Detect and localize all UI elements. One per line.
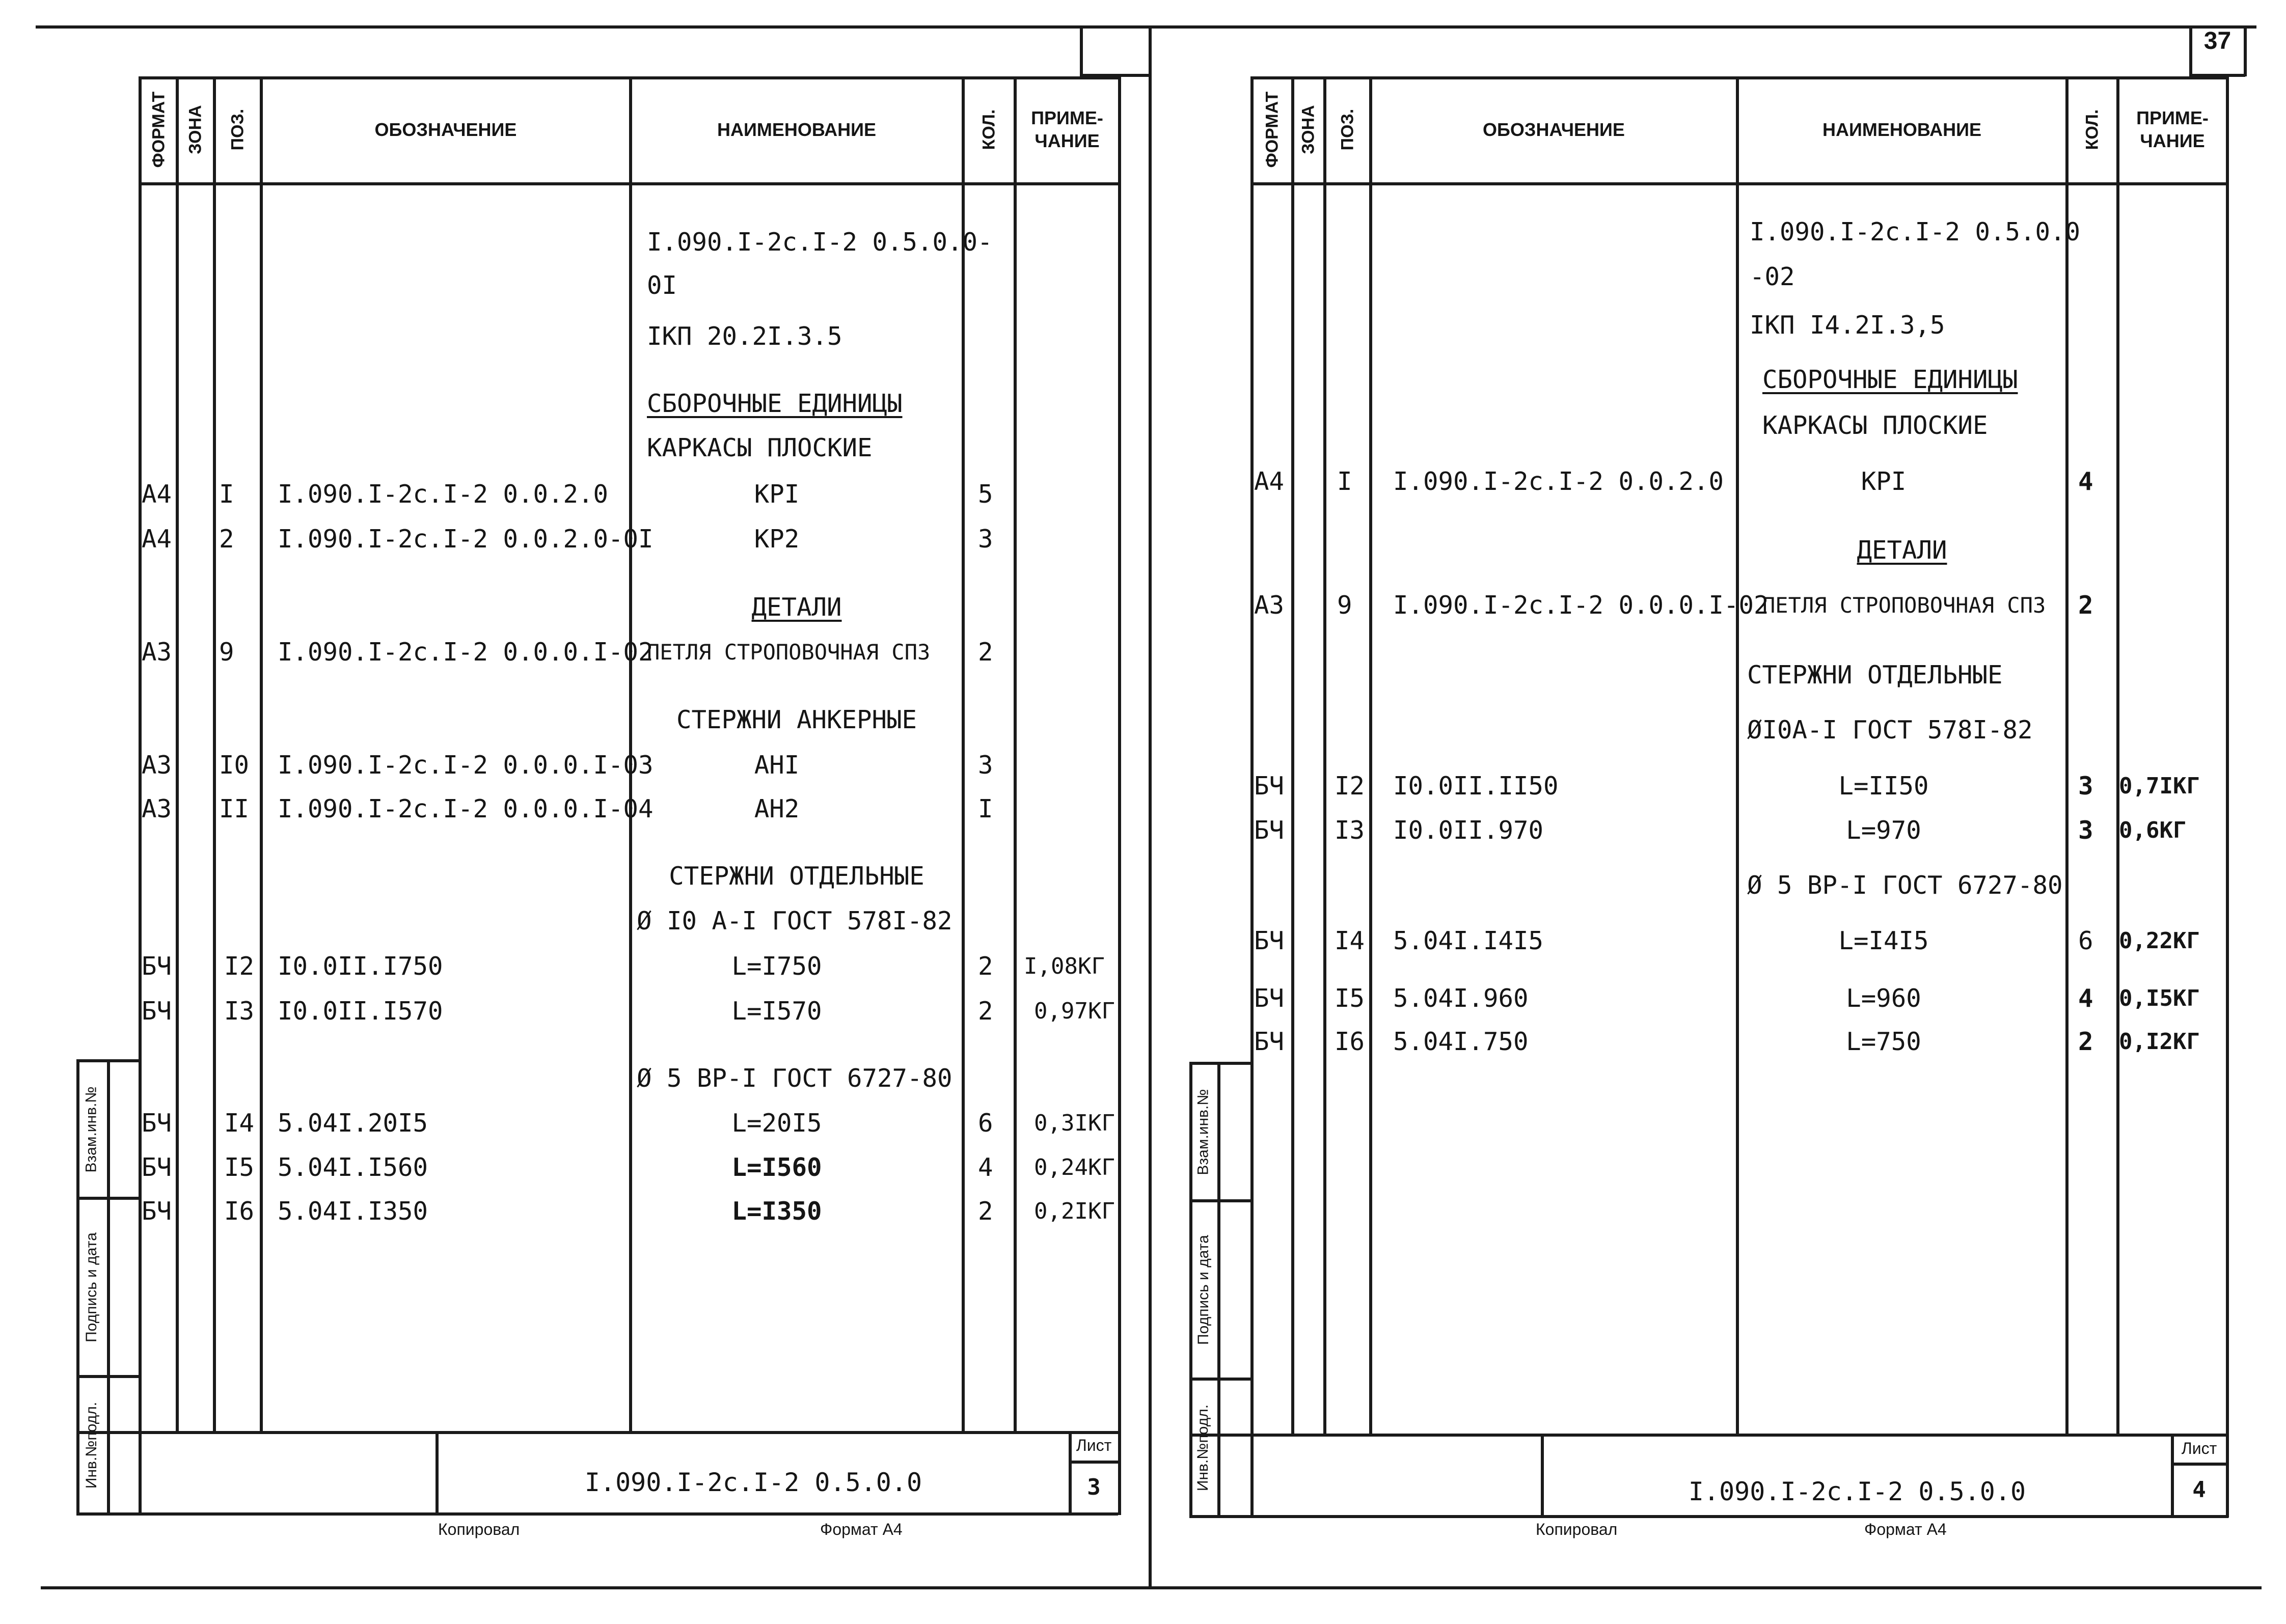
row-ikp: IКП I4.2I.3,5 (1750, 311, 1945, 340)
section-separate-rods: СТЕРЖНИ ОТДЕЛЬНЫЕ (1747, 660, 2003, 690)
section-flat-frames: КАРКАСЫ ПЛОСКИЕ (647, 433, 873, 462)
stamp-inv-podl: Инв.№подл. (1194, 1404, 1212, 1491)
stamp-vzam-inv: Взам.инв.№ (1194, 1088, 1212, 1175)
sheet-number: 4 (2192, 1477, 2206, 1503)
header-designation: ОБОЗНАЧЕНИЕ (374, 119, 517, 140)
doc-code: I.090.I-2c.I-2 0.5.0.0 (584, 1468, 922, 1497)
doc-code: I.090.I-2c.I-2 0.5.0.0 (1688, 1477, 2026, 1506)
header-zone: ЗОНА (185, 104, 205, 154)
header-zone: ЗОНА (1298, 104, 1318, 154)
header-name: НАИМЕНОВАНИЕ (717, 119, 876, 140)
row-ikp: IКП 20.2I.3.5 (647, 322, 842, 351)
section-wire-spec: Ø 5 ВР-I ГОСТ 6727-80 (637, 1064, 953, 1093)
sheet-number-top: 37 (2203, 27, 2231, 54)
page-top-border (36, 25, 2256, 29)
section-flat-frames: КАРКАСЫ ПЛОСКИЕ (1762, 411, 1988, 440)
footer-format: Формат А4 (820, 1520, 903, 1538)
sheet-label: Лист (2181, 1439, 2217, 1457)
header-qty: КОЛ. (2082, 109, 2102, 150)
stamp-signature-date: Подпись и дата (83, 1232, 100, 1342)
section-rod-spec: ØI0А-I ГОСТ 578I-82 (1747, 715, 2033, 745)
footer-format: Формат А4 (1864, 1520, 1947, 1538)
stamp-vzam-inv: Взам.инв.№ (83, 1086, 100, 1173)
row-title-line1: I.090.I-2c.I-2 0.5.0.0 (1750, 217, 2081, 246)
header-note: ПРИМЕ- ЧАНИЕ (2136, 107, 2209, 151)
row-title-line2: -02 (1750, 262, 1795, 291)
sheet-number: 3 (1087, 1474, 1101, 1500)
section-anchor-rods: СТЕРЖНИ АНКЕРНЫЕ (676, 705, 917, 734)
section-assembly-units: СБОРОЧНЫЕ ЕДИНИЦЫ (647, 389, 903, 418)
footer-kopiroval: Копировал (438, 1520, 520, 1538)
section-wire-spec: Ø 5 ВР-I ГОСТ 6727-80 (1747, 871, 2063, 900)
fold-line (1149, 25, 1152, 1589)
row-title-line2: 0I (647, 271, 677, 300)
header-qty: КОЛ. (979, 109, 998, 150)
footer-kopiroval: Копировал (1536, 1520, 1618, 1538)
header-format: ФОРМАТ (149, 91, 168, 168)
header-format: ФОРМАТ (1262, 91, 1282, 168)
header-name: НАИМЕНОВАНИЕ (1822, 119, 1981, 140)
header-pos: ПОЗ. (227, 108, 247, 150)
section-rod-spec: Ø I0 А-I ГОСТ 578I-82 (637, 906, 953, 935)
section-separate-rods: СТЕРЖНИ ОТДЕЛЬНЫЕ (669, 862, 924, 891)
section-details: ДЕТАЛИ (1857, 536, 1947, 565)
stamp-signature-date: Подпись и дата (1194, 1234, 1212, 1345)
section-details: ДЕТАЛИ (751, 593, 842, 622)
row-title-line1: I.090.I-2c.I-2 0.5.0.0- (647, 228, 993, 257)
stamp-inv-podl: Инв.№подл. (83, 1401, 100, 1489)
header-designation: ОБОЗНАЧЕНИЕ (1483, 119, 1625, 140)
header-pos: ПОЗ. (1337, 108, 1357, 150)
header-note: ПРИМЕ- ЧАНИЕ (1031, 107, 1103, 151)
section-assembly-units: СБОРОЧНЫЕ ЕДИНИЦЫ (1762, 365, 2018, 394)
sheet-label: Лист (1076, 1436, 1112, 1454)
